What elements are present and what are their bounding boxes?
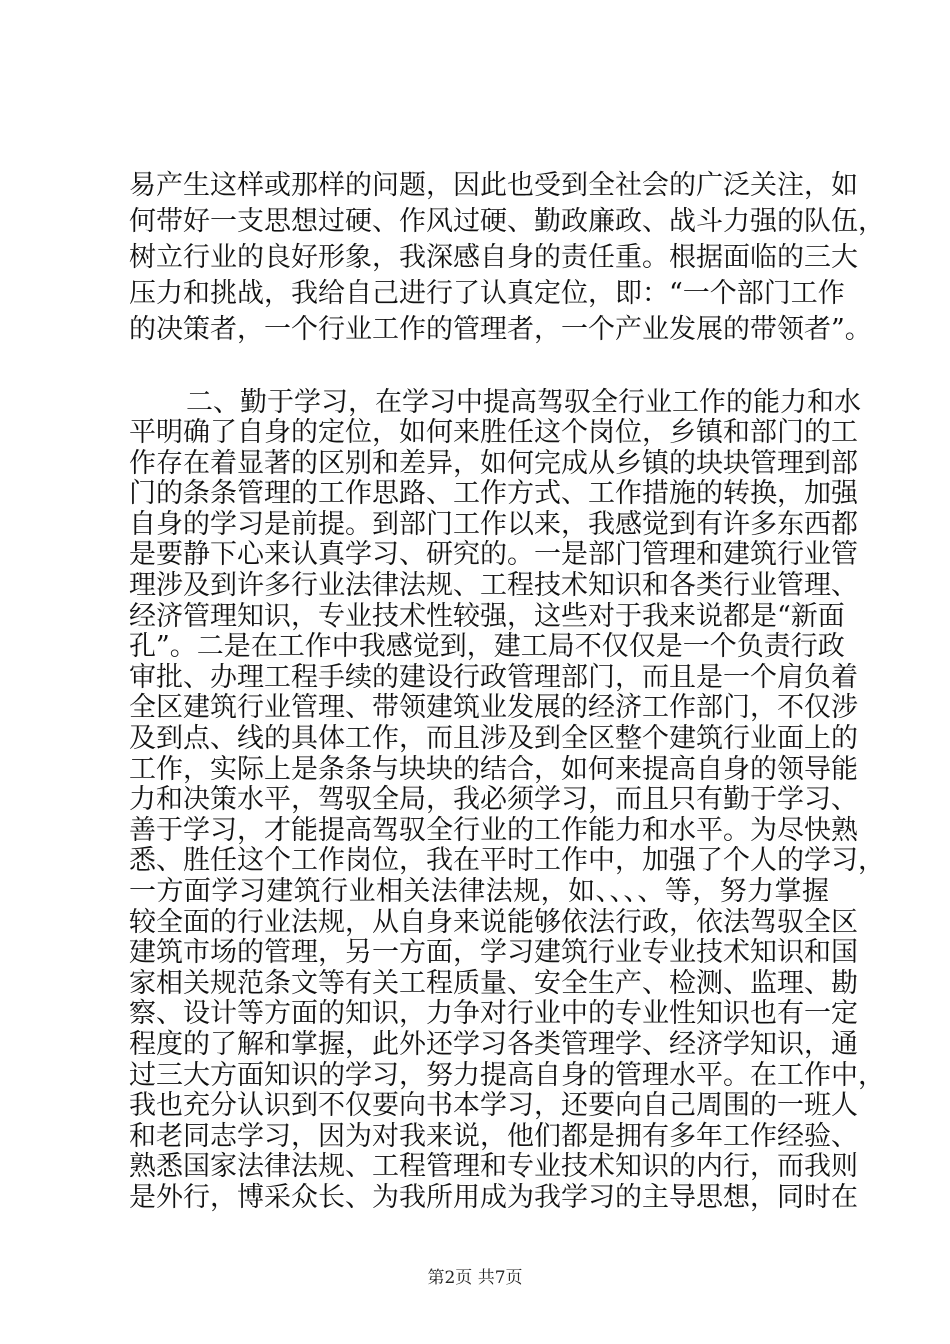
paragraph-2-line-3: 作存在着显著的区别和差异，如何完成从乡镇的块块管理到部 (129, 447, 858, 479)
paragraph-2-line-22: 程度的了解和掌握，此外还学习各类管理学、经济学知识，通 (129, 1029, 858, 1061)
paragraph-2-line-12: 及到点、线的具体工作，而且涉及到全区整个建筑行业面上的 (129, 723, 858, 755)
paragraph-2-line-8: 经济管理知识，专业技术性较强，这些对于我来说都是“新面 (129, 600, 845, 632)
paragraph-1-line-5: 的决策者，一个行业工作的管理者，一个产业发展的带领者”。 (129, 314, 872, 345)
paragraph-2-line-10: 审批、办理工程手续的建设行政管理部门，而且是一个肩负着 (129, 661, 858, 693)
paragraph-2-line-27: 是外行，博采众长、为我所用成为我学习的主导思想，同时在 (129, 1182, 858, 1213)
paragraph-2-line-23: 过三大方面知识的学习，努力提高自身的管理水平。在工作中， (129, 1059, 885, 1091)
paragraph-2-line-9: 孔”。二是在工作中我感觉到，建工局不仅仅是一个负责行政 (129, 631, 845, 663)
paragraph-2-line-17: 一方面学习建筑行业相关法律法规，如、、、、等，努力掌握 (129, 876, 829, 908)
paragraph-2-line-26: 熟悉国家法律法规、工程管理和专业技术知识的内行，而我则 (129, 1151, 858, 1183)
paragraph-1-line-3: 树立行业的良好形象，我深感自身的责任重。根据面临的三大 (129, 242, 858, 273)
paragraph-1-line-4: 压力和挑战，我给自己进行了认真定位，即：“一个部门工作 (129, 278, 845, 309)
paragraph-2-line-15: 善于学习，才能提高驾驭全行业的工作能力和水平。为尽快熟 (129, 814, 858, 846)
paragraph-2-line-16: 悉、胜任这个工作岗位，我在平时工作中，加强了个人的学习， (129, 845, 885, 877)
paragraph-2-line-4: 门的条条管理的工作思路、工作方式、工作措施的转换，加强 (129, 478, 858, 510)
page-footer: 第2页 共7页 (427, 1268, 523, 1288)
paragraph-2-line-1: 二、勤于学习，在学习中提高驾驭全行业工作的能力和水 (186, 386, 861, 418)
paragraph-2-line-21: 察、设计等方面的知识，力争对行业中的专业性知识也有一定 (129, 998, 858, 1030)
paragraph-2-line-18: 较全面的行业法规，从自身来说能够依法行政，依法驾驭全区 (129, 906, 858, 938)
paragraph-1-line-2: 何带好一支思想过硬、作风过硬、勤政廉政、战斗力强的队伍， (129, 206, 885, 237)
paragraph-2-line-7: 理涉及到许多行业法律法规、工程技术知识和各类行业管理、 (129, 570, 858, 602)
paragraph-2-line-5: 自身的学习是前提。到部门工作以来，我感觉到有许多东西都 (129, 508, 858, 540)
paragraph-2-line-20: 家相关规范条文等有关工程质量、安全生产、检测、监理、勘 (129, 967, 858, 999)
paragraph-2-line-13: 工作，实际上是条条与块块的结合，如何来提高自身的领导能 (129, 753, 858, 785)
paragraph-2-line-25: 和老同志学习，因为对我来说，他们都是拥有多年工作经验、 (129, 1120, 858, 1152)
paragraph-2-line-11: 全区建筑行业管理、带领建筑业发展的经济工作部门，不仅涉 (129, 692, 858, 724)
paragraph-2-line-24: 我也充分认识到不仅要向书本学习，还要向自己周围的一班人 (129, 1090, 858, 1122)
paragraph-2-line-2: 平明确了自身的定位，如何来胜任这个岗位，乡镇和部门的工 (129, 417, 858, 449)
paragraph-2-line-6: 是要静下心来认真学习、研究的。一是部门管理和建筑行业管 (129, 539, 858, 571)
paragraph-2-line-19: 建筑市场的管理，另一方面，学习建筑行业专业技术知识和国 (129, 937, 858, 969)
paragraph-1-line-1: 易产生这样或那样的问题，因此也受到全社会的广泛关注，如 (129, 170, 858, 201)
paragraph-2-line-14: 力和决策水平，驾驭全局，我必须学习，而且只有勤于学习、 (129, 784, 858, 816)
